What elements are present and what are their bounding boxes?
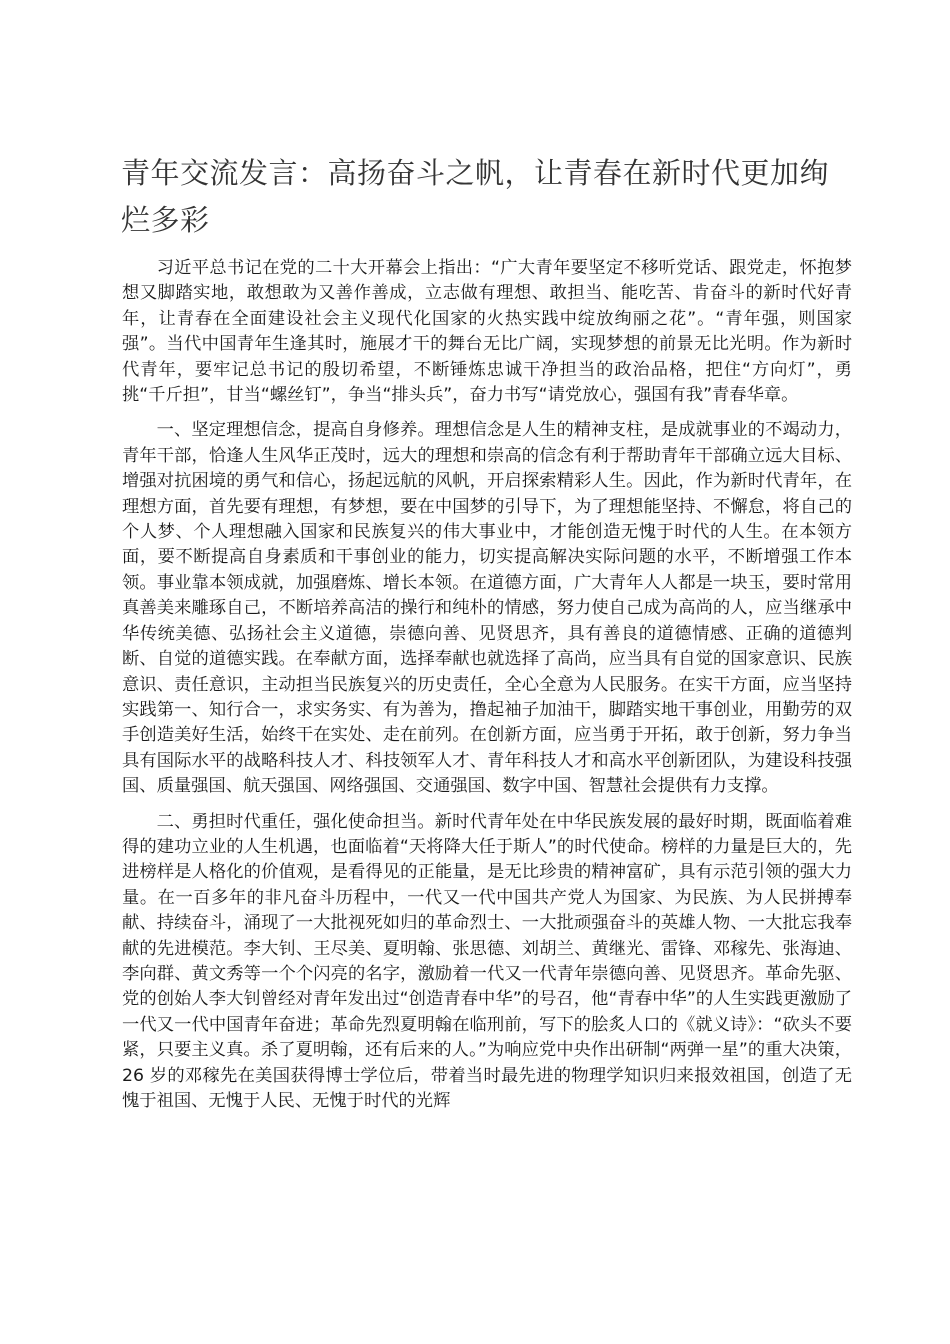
document-body bbox=[122, 256, 852, 1124]
paragraph-section-two: 二、勇担时代重任，强化使命担当。新时代青年处在中华民族发展的最好时期，既面临着难得的建功立业的人生机遇，也面临着“天将降大任于斯人”的时代使命。榜样的力量是巨大的，先进榜样是人格化的价值观，是看得见的正能量，是无比珍贵的精神富矿，具有示范引领的强大力量。在一百多年的非凡奋斗历程中，一代又一代中国共产党人为国家、为民族、为人民拼搏奉献、持续奋斗，涌现了一大批视死如归的革命烈士、一大批顽强奋斗的英雄人物、一大批忘我奉献的先进模范。李大钊、王尽美、夏明翰、张思德、刘胡兰、黄继光、雷锋、邓稼先、张海迪、李向群、黄文秀等一个个闪亮的名字，激励着一代又一代青年崇德向善、见贤思齐。革命先驱、党的创始人李大钊曾经对青年发出过“创造青春中华”的号召，他“青春中华”的人生实践更激励了一代又一代中国青年奋进；革命先烈夏明翰在临刑前，写下的脍炙人口的《就义诗》：“砍头不要紧，只要主义真。杀了夏明翰，还有后来的人。”为响应党中央作出研制“两弹一星”的重大决策，26 岁的邓稼先在美国获得博士学位后，带着当时最先进的物理学知识归来报效祖国，创造了无愧于祖国、无愧于人民、无愧于时代的光辉 bbox=[122, 811, 852, 1111]
paragraph-section-one: 一、坚定理想信念，提高自身修养。理想信念是人生的精神支柱，是成就事业的不竭动力，青年干部，恰逢人生风华正茂时，远大的理想和崇高的信念有利于帮助青年干部确立远大目标、增强对抗困境的勇气和信心，扬起远航的风帆，开启探索精彩人生。因此，作为新时代青年，在理想方面，首先要有理想，有梦想，要在中国梦的引导下，为了理想能坚持、不懈怠，将自己的个人梦、个人理想融入国家和民族复兴的伟大事业中，才能创造无愧于时代的人生。在本领方面，要不断提高自身素质和干事创业的能力，切实提高解决实际问题的水平，不断增强工作本领。事业靠本领成就，加强磨炼、增长本领。在道德方面，广大青年人人都是一块玉，要时常用真善美来雕琢自己，不断培养高洁的操行和纯朴的情感，努力使自己成为高尚的人，应当继承中华传统美德、弘扬社会主义道德，崇德向善、见贤思齐，具有善良的道德情感、正确的道德判断、自觉的道德实践。在奉献方面，选择奉献也就选择了高尚，应当具有自觉的国家意识、民族意识、责任意识，主动担当民族复兴的历史责任，全心全意为人民服务。在实干方面，应当坚持实践第一、知行合一，求实务实、有为善为，撸起袖子加油干，脚踏实地干事创业，用勤劳的双手创造美好生活，始终干在实处、走在前列。在创新方面，应当勇于开拓，敢于创新，努力争当具有国际水平的战略科技人才、科技领军人才、青年科技人才和高水平创新团队，为建设科技强国、质量强国、航天强国、网络强国、交通强国、数字中国、智慧社会提供有力支撑。 bbox=[122, 420, 852, 797]
paragraph-intro: 习近平总书记在党的二十大开幕会上指出：“广大青年要坚定不移听党话、跟党走，怀抱梦想又脚踏实地，敢想敢为又善作善成，立志做有理想、敢担当、能吃苦、肯奋斗的新时代好青年，让青春在全面建设社会主义现代化国家的火热实践中绽放绚丽之花”。“青年强，则国家强”。当代中国青年生逢其时，施展才干的舞台无比广阔，实现梦想的前景无比光明。作为新时代青年，要牢记总书记的殷切希望，不断锤炼忠诚干净担当的政治品格，把住“方向灯”，勇挑“千斤担”，甘当“螺丝钉”，争当“排头兵”，奋力书写“请党放心，强国有我”青春华章。 bbox=[122, 258, 852, 406]
document-title: 青年交流发言：高扬奋斗之帆，让青春在新时代更加绚烂多彩 bbox=[121, 156, 830, 237]
